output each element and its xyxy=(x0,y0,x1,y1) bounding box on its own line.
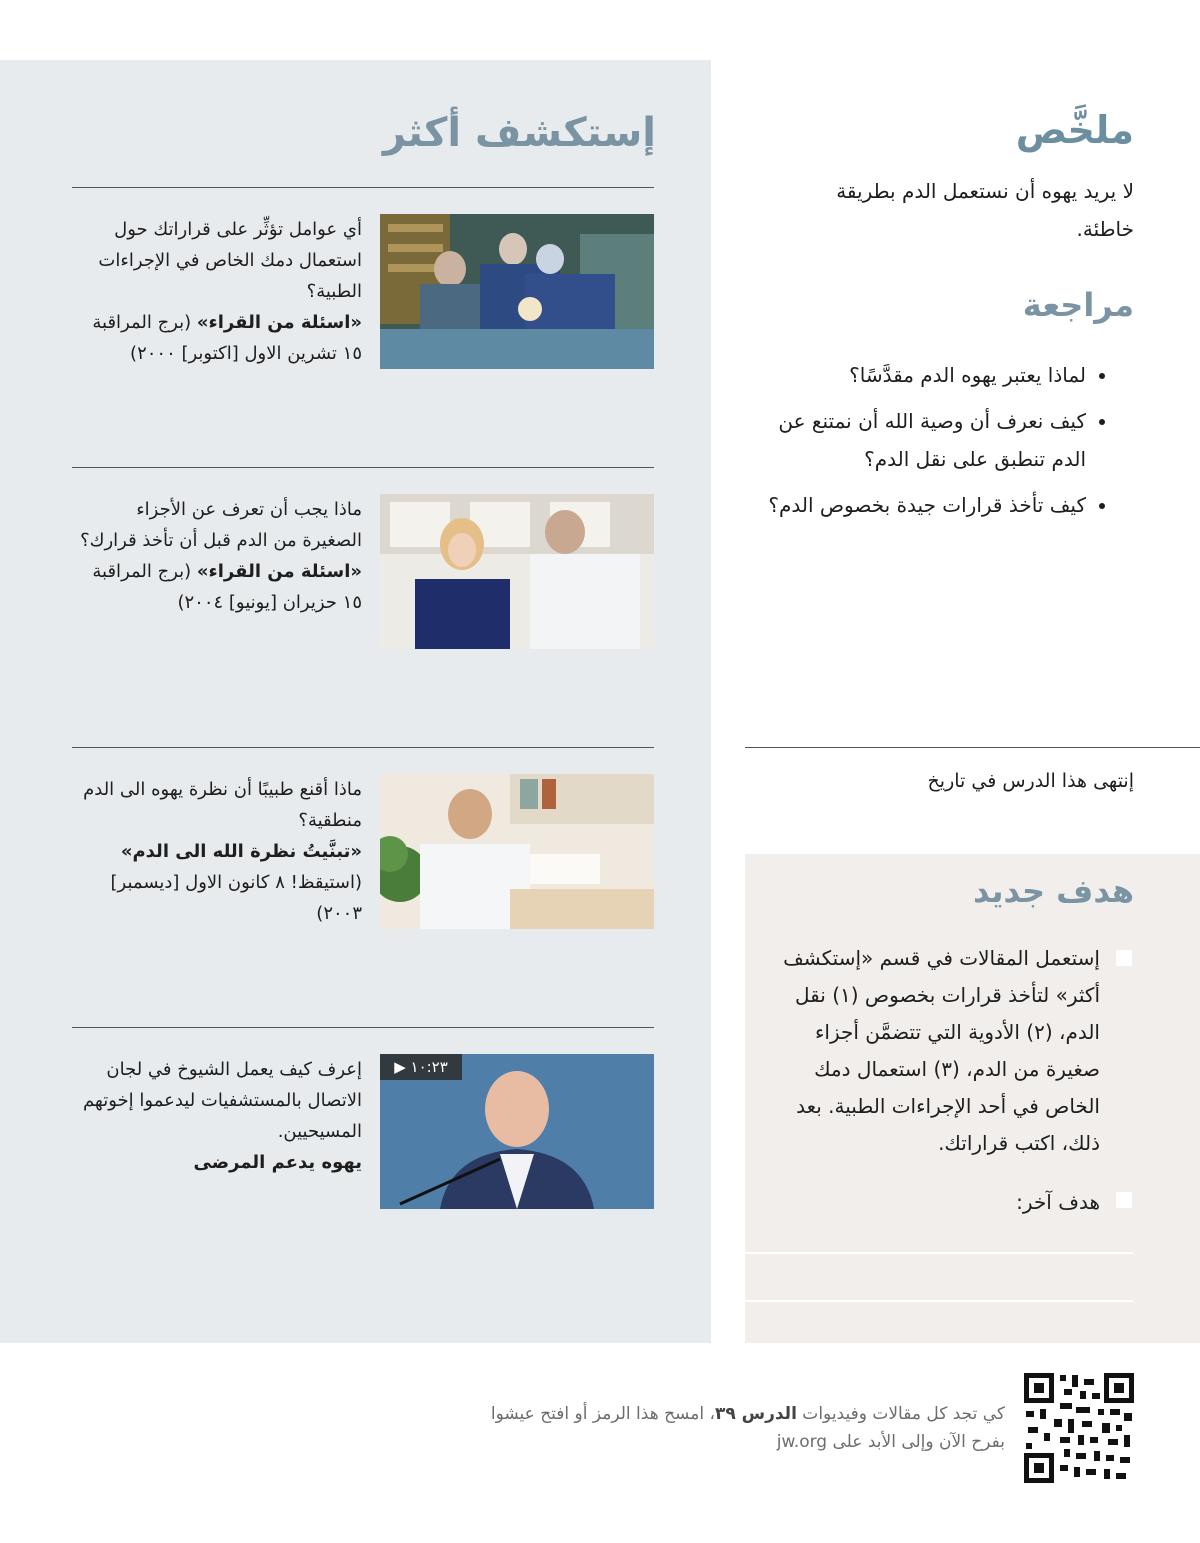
divider xyxy=(72,467,654,468)
goal-writing-line[interactable] xyxy=(745,1252,1133,1254)
goal-checkbox[interactable] xyxy=(1116,950,1132,966)
explore-title: إستكشف أكثر xyxy=(382,110,656,156)
video-title-link[interactable]: يهوه يدعم المرضى xyxy=(193,1152,362,1173)
article-source: (برج المراقبة ١٥ حزيران [يونيو] ٢٠٠٤) xyxy=(92,561,362,613)
explore-item-article[interactable] xyxy=(72,214,654,374)
speaker-video[interactable] xyxy=(380,1054,654,1209)
explore-item-article[interactable] xyxy=(72,774,654,934)
review-question: • لماذا يعتبر يهوه الدم مقدَّسًا؟ xyxy=(756,356,1086,394)
divider xyxy=(72,747,654,748)
review-question: • كيف تأخذ قرارات جيدة بخصوص الدم؟ xyxy=(756,486,1086,524)
summary-title: ملخَّص xyxy=(1015,108,1134,152)
review-question: • كيف نعرف أن وصية الله أن نمتنع عن الدم تنطبق على نقل الدم؟ xyxy=(756,402,1086,478)
footer-lead: كي تجد كل مقالات وفيديوات xyxy=(796,1404,1005,1424)
article-title-link[interactable]: «اسئلة من القراء» xyxy=(196,312,362,333)
article-title-link[interactable]: «تبنَّيتُ نظرة الله الى الدم» xyxy=(120,841,362,862)
explore-item-question: ماذا يجب أن تعرف عن الأجزاء الصغيرة من الدم قبل أن تأخذ قرارك؟ xyxy=(80,499,362,551)
surgery-photo[interactable] xyxy=(380,214,654,369)
explore-item-question: ماذا أقنع طبيبًا أن نظرة يهوه الى الدم منطقية؟ xyxy=(83,779,362,831)
explore-item-text-block xyxy=(72,494,362,618)
article-source: (استيقظ! ٨ كانون الاول [ديسمبر] ٢٠٠٣) xyxy=(110,872,362,924)
article-source: (برج المراقبة ١٥ تشرين الاول [اكتوبر] ٢٠٠٠) xyxy=(92,312,362,364)
lesson-finished-label: إنتهى هذا الدرس في تاريخ xyxy=(927,770,1134,792)
explore-item-text-block xyxy=(72,214,362,369)
explore-item-text-block xyxy=(72,774,362,929)
explore-item-article[interactable] xyxy=(72,494,654,654)
footer-rest: ، امسح هذا الرمز أو افتح عيشوا بفرح الآن وإلى الأبد على jw.org xyxy=(490,1404,1005,1452)
explore-item-text-block xyxy=(72,1054,362,1178)
video-duration: ١٠:٢٣ xyxy=(410,1058,448,1076)
goal-checkbox[interactable] xyxy=(1116,1192,1132,1208)
goal-title: هدف جديد xyxy=(972,872,1134,910)
footer-lesson-label: الدرس ٣٩ xyxy=(714,1404,797,1424)
doctor-desk-photo[interactable] xyxy=(380,774,654,929)
divider xyxy=(72,1027,654,1028)
goal-item-other: هدف آخر: xyxy=(1016,1190,1100,1214)
explore-item-question: أي عوامل تؤثِّر على قراراتك حول استعمال دمك الخاص في الإجراءات الطبية؟ xyxy=(98,219,362,302)
review-title: مراجعة xyxy=(1022,286,1134,324)
play-icon: ▶ xyxy=(394,1058,406,1076)
goal-item: إستعمل المقالات في قسم «إستكشف أكثر» لتأخذ قرارات بخصوص (١) نقل الدم، (٢) الأدوية التي تتضمَّن أجزاء صغيرة من الدم، (٣) استعمال دمك الخاص في أحد الإجراءات الطبية. بعد ذلك، اكتب قراراتك. xyxy=(783,946,1100,1155)
divider xyxy=(72,187,654,188)
doctor-patient-photo[interactable] xyxy=(380,494,654,649)
explore-item-video[interactable] xyxy=(72,1054,654,1214)
goal-writing-line[interactable] xyxy=(745,1300,1133,1302)
article-title-link[interactable]: «اسئلة من القراء» xyxy=(196,561,362,582)
video-duration-badge xyxy=(380,1054,462,1080)
explore-item-question: إعرف كيف يعمل الشيوخ في لجان الاتصال بالمستشفيات ليدعموا إخوتهم المسيحيين. xyxy=(82,1059,362,1142)
summary-text: لا يريد يهوه أن نستعمل الدم بطريقة خاطئة. xyxy=(836,179,1134,241)
qr-code-icon[interactable] xyxy=(1024,1373,1134,1483)
review-list xyxy=(756,356,1108,532)
footer-text xyxy=(485,1400,1005,1456)
divider xyxy=(745,747,1200,748)
